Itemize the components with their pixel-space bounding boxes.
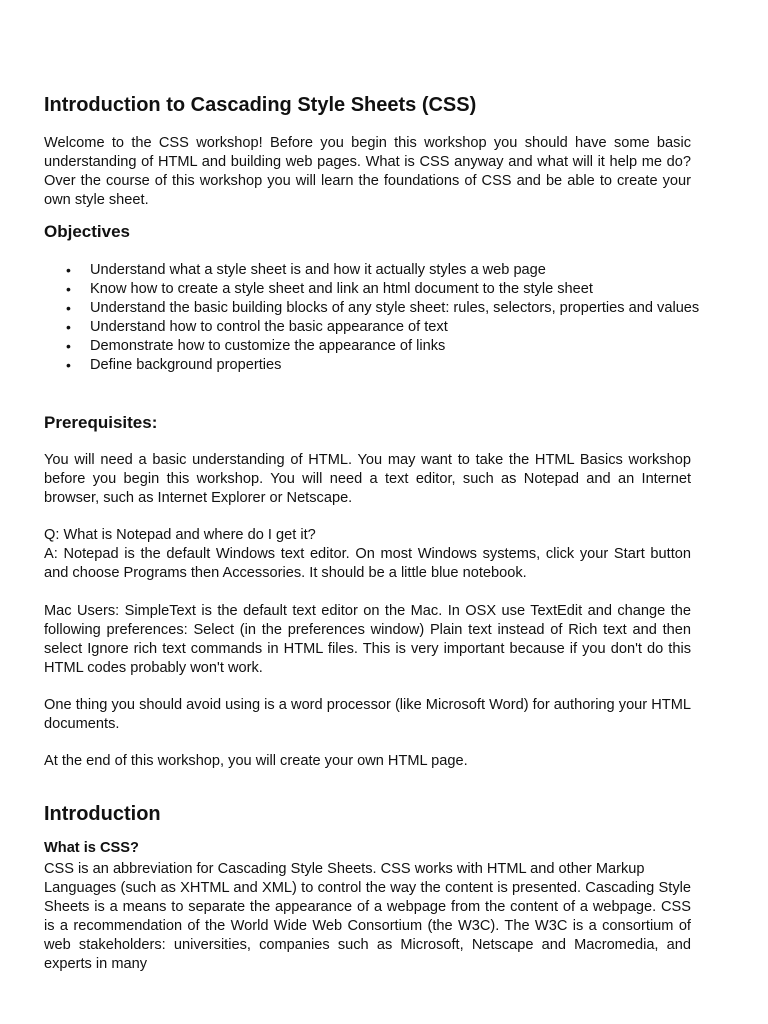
prerequisites-paragraph: You will need a basic understanding of HTML. You may want to take the HTML Basics workshop before you begin this workshop. You will need a text editor, such as Notepad and an Internet browser, such as Internet Explorer or Netscape. bbox=[44, 452, 691, 506]
end-paragraph: At the end of this workshop, you will create your own HTML page. bbox=[44, 753, 468, 769]
avoid-paragraph: One thing you should avoid using is a word processor (like Microsoft Word) for authoring your HTML documents. bbox=[44, 697, 691, 732]
list-item bbox=[44, 356, 704, 375]
list-item bbox=[44, 280, 704, 299]
mac-users-paragraph: Mac Users: SimpleText is the default text editor on the Mac. In OSX use TextEdit and change the following preferences: Select (in the preferences window) Plain text instead of Rich text and then select Ignore rich text commands in HTML files. This is very important because if you don't do this HTML codes probably won't work. bbox=[44, 603, 691, 676]
page-title: Introduction to Cascading Style Sheets (CSS) bbox=[44, 94, 477, 116]
list-item-text: Understand the basic building blocks of any style sheet: rules, selectors, properties and values bbox=[90, 300, 700, 316]
list-item-text: Know how to create a style sheet and link an html document to the style sheet bbox=[90, 281, 593, 297]
introduction-heading: Introduction bbox=[44, 803, 161, 825]
bullet-icon: • bbox=[66, 300, 71, 316]
introduction-paragraph: Languages (such as XHTML and XML) to control the way the content is presented. Cascading Style Sheets is a means to separate the appearance of a webpage from the content of a webpage. CSS is a recommendation of the World Wide Web Consortium (the W3C). The W3C is a consortium of web stakeholders: universities, companies such as Microsoft, Netscape and Macromedia, and experts in many bbox=[44, 880, 691, 972]
intro-paragraph: Welcome to the CSS workshop! Before you begin this workshop you should have some basic understanding of HTML and building web pages. What is CSS anyway and what will it help me do? Over the course of this workshop you will learn the foundations of CSS and be able to create your own style sheet. bbox=[44, 135, 691, 208]
list-item-text: Understand how to control the basic appearance of text bbox=[90, 319, 448, 335]
list-item-text: Demonstrate how to customize the appearance of links bbox=[90, 338, 446, 354]
prerequisites-heading: Prerequisites: bbox=[44, 413, 158, 432]
notepad-question: Q: What is Notepad and where do I get it? bbox=[44, 527, 316, 543]
bullet-icon: • bbox=[66, 281, 71, 297]
bullet-icon: • bbox=[66, 319, 71, 335]
list-item bbox=[44, 261, 704, 280]
what-is-css-subheading: What is CSS? bbox=[44, 840, 139, 856]
bullet-icon: • bbox=[66, 338, 71, 354]
bullet-icon: • bbox=[66, 262, 71, 278]
list-item bbox=[44, 318, 704, 337]
bullet-icon: • bbox=[66, 357, 71, 373]
notepad-answer: A: Notepad is the default Windows text editor. On most Windows systems, click your Start button and choose Programs then Accessories. It should be a little blue notebook. bbox=[44, 546, 691, 581]
list-item-text: Understand what a style sheet is and how it actually styles a web page bbox=[90, 262, 546, 278]
list-item bbox=[44, 299, 704, 318]
objectives-heading: Objectives bbox=[44, 222, 130, 241]
introduction-first-line: CSS is an abbreviation for Cascading Style Sheets. CSS works with HTML and other Markup bbox=[44, 861, 645, 877]
list-item-text: Define background properties bbox=[90, 357, 282, 373]
objectives-list bbox=[44, 261, 704, 375]
list-item bbox=[44, 337, 704, 356]
